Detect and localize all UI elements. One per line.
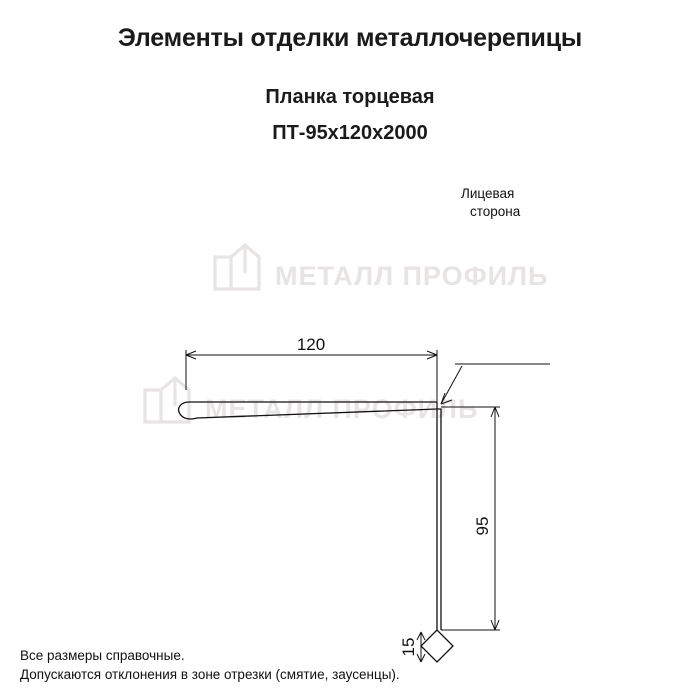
- profile-left-hem: [179, 402, 437, 419]
- footer-line-1: Все размеры справочные.: [20, 648, 185, 663]
- footer-notes: [20, 646, 400, 684]
- callout-label-line1: Лицевая: [461, 186, 515, 201]
- product-code: ПТ-95х120х2000: [272, 122, 428, 144]
- product-name: Планка торцевая: [265, 86, 435, 108]
- callout-label-line2: сторона: [470, 204, 521, 219]
- profile-bottom-fold: [421, 630, 453, 662]
- dim-bottom-label: 15: [399, 637, 418, 657]
- dim-top-label: 120: [296, 335, 326, 354]
- dim-right-label: 95: [473, 516, 492, 536]
- callout-leader: [441, 366, 462, 404]
- footer-line-2: Допускаются отклонения в зоне отрезки (смятие, заусенцы).: [20, 667, 400, 682]
- watermark-text-2: МЕТАЛЛ ПРОФИЛЬ: [205, 394, 479, 424]
- page-title: Элементы отделки металлочерепицы: [117, 24, 583, 52]
- watermark-text: МЕТАЛЛ ПРОФИЛЬ: [275, 261, 549, 291]
